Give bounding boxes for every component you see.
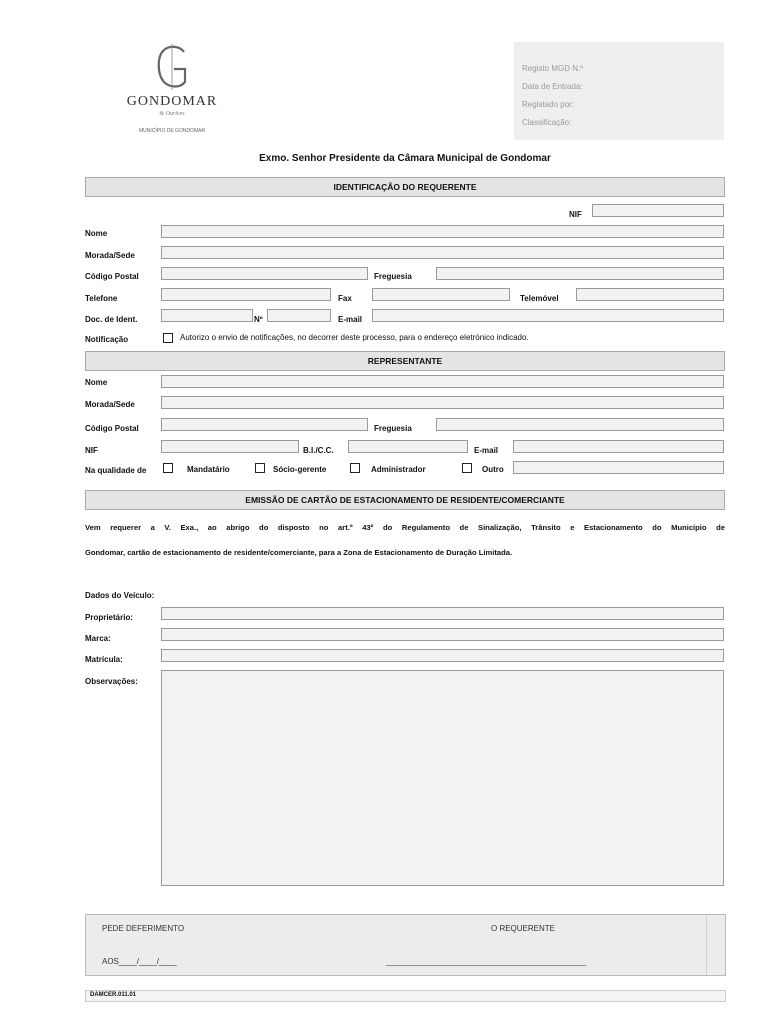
registry-classification-label: Classificação: (522, 118, 572, 127)
email-label: E-mail (338, 315, 363, 324)
nif-label: NIF (569, 210, 582, 219)
emissao-line-1: Vem requerer a V. Exa., ao abrigo do disposto no art.º 43º do Regulamento de Sinalização, Trânsito e Estacionamento do Município de (85, 523, 725, 532)
numero-label: Nº (254, 315, 263, 324)
nif-field[interactable] (592, 204, 724, 217)
emissao-line-2: Gondomar, cartão de estacionamento de residente/comerciante, para a Zona de Estacionamento de Duração Limitada. (85, 548, 513, 557)
notificacao-checkbox[interactable] (163, 333, 173, 343)
proprietario-field[interactable] (161, 607, 724, 620)
administrador-label: Administrador (371, 465, 426, 474)
notificacao-label: Notificação (85, 335, 129, 344)
morada-label: Morada/Sede (85, 251, 135, 260)
rep-morada-field[interactable] (161, 396, 724, 409)
fax-label: Fax (338, 294, 352, 303)
pede-deferimento-label: PEDE DEFERIMENTO (102, 924, 185, 933)
rep-bicc-label: B.I./C.C. (303, 446, 334, 455)
outro-label: Outro (482, 465, 504, 474)
proprietario-label: Proprietário: (85, 613, 134, 622)
rep-nif-label: NIF (85, 446, 98, 455)
logo (120, 42, 224, 142)
telefone-field[interactable] (161, 288, 331, 301)
registry-by-label: Registado por: (522, 100, 575, 109)
freguesia-field[interactable] (436, 267, 724, 280)
socio-gerente-label: Sócio-gerente (273, 465, 327, 474)
nome-field[interactable] (161, 225, 724, 238)
email-field[interactable] (372, 309, 724, 322)
numero-field[interactable] (267, 309, 331, 322)
logo-brand: GONDOMAR (126, 94, 218, 109)
gondomar-g-logo-icon (152, 42, 192, 92)
signature-line[interactable]: _____________________________________________ (386, 957, 587, 966)
logo-municipality: MUNICÍPIO DE GONDOMAR (138, 128, 206, 134)
aos-date-field[interactable]: AOS____/____/____ (102, 957, 177, 966)
morada-field[interactable] (161, 246, 724, 259)
nome-label: Nome (85, 229, 108, 238)
telemovel-label: Telemóvel (520, 294, 559, 303)
rep-freguesia-label: Freguesia (374, 424, 412, 433)
freguesia-label: Freguesia (374, 272, 412, 281)
qualidade-label: Na qualidade de (85, 466, 147, 475)
administrador-checkbox[interactable] (350, 463, 360, 473)
notificacao-text: Autorizo o envio de notificações, no decorrer deste processo, para o endereço eletrónico indicado. (180, 333, 529, 342)
fax-field[interactable] (372, 288, 510, 301)
rep-email-label: E-mail (474, 446, 499, 455)
outro-checkbox[interactable] (462, 463, 472, 473)
doc-ident-label: Doc. de Ident. (85, 315, 138, 324)
registry-date-label: Data de Entrada: (522, 82, 583, 91)
marca-label: Marca: (85, 634, 111, 643)
rep-codigo-postal-field[interactable] (161, 418, 368, 431)
outro-field[interactable] (513, 461, 724, 474)
registry-box (514, 42, 724, 140)
rep-nome-field[interactable] (161, 375, 724, 388)
socio-gerente-checkbox[interactable] (255, 463, 265, 473)
rep-morada-label: Morada/Sede (85, 400, 135, 409)
salutation: Exmo. Senhor Presidente da Câmara Municipal de Gondomar (259, 153, 551, 164)
section-requerente-header: IDENTIFICAÇÃO DO REQUERENTE (85, 177, 725, 197)
section-emissao-header: EMISSÃO DE CARTÃO DE ESTACIONAMENTO DE RESIDENTE/COMERCIANTE (85, 490, 725, 510)
marca-field[interactable] (161, 628, 724, 641)
registry-number-label: Registo MGD N.º (522, 64, 584, 73)
telemovel-field[interactable] (576, 288, 724, 301)
mandatario-label: Mandatário (187, 465, 230, 474)
matricula-label: Matrícula: (85, 655, 123, 664)
observacoes-textarea[interactable] (161, 670, 724, 886)
dados-veiculo-label: Dados do Veículo: (85, 591, 155, 600)
section-representante-header: REPRESENTANTE (85, 351, 725, 371)
observacoes-label: Observações: (85, 677, 138, 686)
codigo-postal-label: Código Postal (85, 272, 139, 281)
mandatario-checkbox[interactable] (163, 463, 173, 473)
logo-subtitle: & Ourives (159, 111, 185, 117)
rep-nif-field[interactable] (161, 440, 299, 453)
codigo-postal-field[interactable] (161, 267, 368, 280)
signature-box (85, 914, 726, 976)
matricula-field[interactable] (161, 649, 724, 662)
document-code-bar (85, 990, 726, 1002)
rep-email-field[interactable] (513, 440, 724, 453)
document-code: DAMCER.011.01 (90, 992, 137, 998)
doc-ident-field[interactable] (161, 309, 253, 322)
requerente-signature-label: O REQUERENTE (491, 924, 556, 933)
rep-bicc-field[interactable] (348, 440, 468, 453)
rep-freguesia-field[interactable] (436, 418, 724, 431)
rep-codigo-postal-label: Código Postal (85, 424, 139, 433)
telefone-label: Telefone (85, 294, 118, 303)
signature-divider (706, 915, 707, 975)
rep-nome-label: Nome (85, 378, 108, 387)
